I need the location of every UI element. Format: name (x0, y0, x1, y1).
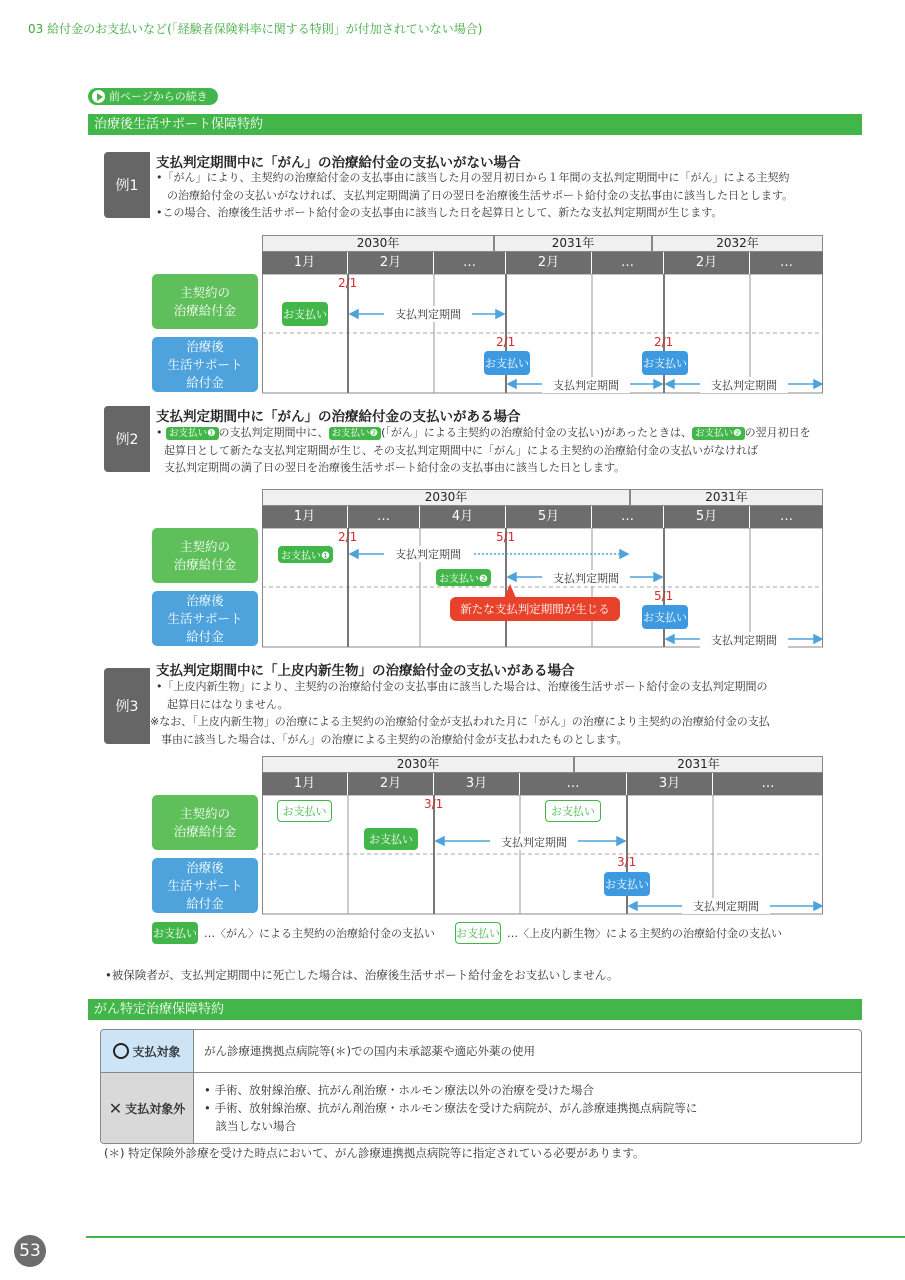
year-cell: 2030年 (262, 235, 494, 252)
payment-badge: お支払い (642, 351, 688, 375)
date-label: 5/1 (654, 589, 674, 603)
text-line: •「がん」により、主契約の治療給付金の支払事由に該当した月の翌月初日から１年間の支払判定期間中に「がん」による主契約 (156, 171, 790, 184)
date-label: 5/1 (496, 530, 516, 544)
continued-badge (88, 88, 218, 105)
payment-chip-2: お支払い❷ (692, 427, 745, 440)
section-title-cancer-treatment-rider: がん特定治療保障特約 (88, 999, 862, 1020)
play-icon (92, 90, 105, 103)
timeline-grid (262, 795, 824, 915)
date-label: 2/1 (338, 276, 358, 290)
row-label-main: 主契約の 治療給付金 (152, 274, 258, 329)
example-2-text (156, 424, 861, 477)
cross-icon: ✕ (108, 1098, 123, 1118)
text-line: ※なお、「上皮内新生物」の治療による主契約の治療給付金が支払われた月に「がん」の治療により主契約の治療給付金の支払 (150, 715, 770, 728)
payment-badge: お支払い (484, 351, 530, 375)
footer-line (86, 1236, 905, 1238)
month-cell: 5月 (664, 506, 750, 528)
example-3-text (156, 678, 861, 713)
month-cell: 1月 (262, 773, 348, 795)
text-line: 該当しない場合 (204, 1119, 296, 1133)
month-cell: … (592, 252, 664, 274)
text-line: 起算日として新たな支払判定期間が生じ、その支払判定期間中に「がん」による主契約の治療給付金の支払いがなければ (164, 443, 758, 457)
example-1-title: 支払判定期間中に「がん」の治療給付金の支払いがない場合 (156, 155, 521, 171)
text-line: •「上皮内新生物」により、主契約の治療給付金の支払事由に該当した場合は、治療後生活サポート給付金の支払判定期間の (156, 680, 768, 693)
row-label-main: 主契約の 治療給付金 (152, 795, 258, 850)
callout-pointer (500, 584, 520, 598)
death-note: •被保険者が、支払判定期間中に死亡した場合は、治療後生活サポート給付金をお支払いしません。 (105, 968, 619, 982)
period-label: 支払判定期間 (542, 377, 630, 393)
legend-text-intraepithelial: …〈上皮内新生物〉による主契約の治療給付金の支払い (507, 927, 782, 940)
legend-swatch-intraepithelial: お支払い (455, 922, 501, 944)
legend (152, 922, 782, 944)
example-2-tab: 例2 (104, 406, 150, 472)
continued-label: 前ページからの続き (109, 90, 208, 103)
row-label-support: 治療後 生活サポート 給付金 (152, 858, 258, 913)
date-label: 2/1 (496, 335, 516, 349)
footnote: (＊) 特定保険外診療を受けた時点において、がん診療連携拠点病院等に指定されている必要があります。 (104, 1146, 645, 1160)
period-label: 支払判定期間 (384, 306, 472, 322)
text-line: の治療給付金の支払いがなければ、支払判定期間満了日の翌日を治療後生活サポート給付金の支払事由に該当した日とします。 (156, 188, 794, 202)
example-3-title: 支払判定期間中に「上皮内新生物」の治療給付金の支払いがある場合 (156, 663, 575, 679)
covered-text: がん診療連携拠点病院等(＊)での国内未承認薬や適応外薬の使用 (193, 1030, 861, 1072)
payment-badge-1: お支払い❶ (278, 546, 333, 563)
period-label: 支払判定期間 (700, 632, 788, 648)
legend-text-cancer: …〈がん〉による主契約の治療給付金の支払い (204, 927, 435, 940)
payment-chip-2: お支払い❷ (329, 427, 382, 440)
year-cell: 2032年 (652, 235, 823, 252)
legend-swatch-cancer: お支払い (152, 922, 198, 944)
month-cell: … (592, 506, 664, 528)
payment-chip-1: お支払い❶ (166, 427, 219, 440)
text-line: • 手術、放射線治療、抗がん剤治療・ホルモン療法以外の治療を受けた場合 (204, 1083, 594, 1097)
circle-icon (113, 1043, 129, 1059)
year-cell: 2031年 (630, 489, 823, 506)
period-label: 支払判定期間 (542, 570, 630, 586)
period-label: 支払判定期間 (384, 546, 472, 562)
month-cell: 3月 (434, 773, 520, 795)
running-title: 03 給付金のお支払いなど(「経験者保険料率に関する特則」が付加されていない場合) (28, 22, 483, 36)
text-line: 起算日にはなりません。 (156, 697, 289, 711)
month-cell: 2月 (348, 773, 434, 795)
year-cell: 2030年 (262, 756, 574, 773)
date-label: 2/1 (654, 335, 674, 349)
page-number: 53 (14, 1235, 46, 1267)
text-line: • 手術、放射線治療、抗がん剤治療・ホルモン療法を受けた病院が、がん診療連携拠点病院等に (204, 1101, 698, 1115)
period-label: 支払判定期間 (700, 377, 788, 393)
month-cell: 4月 (420, 506, 506, 528)
month-cell: 5月 (506, 506, 592, 528)
date-label: 2/1 (338, 530, 358, 544)
text-line: •この場合、治療後生活サポート給付金の支払事由に該当した日を起算日として、新たな支払判定期間が生じます。 (156, 206, 723, 219)
new-period-callout: 新たな支払判定期間が生じる (450, 597, 620, 621)
period-label: 支払判定期間 (490, 834, 578, 850)
coverage-table (100, 1029, 862, 1144)
date-label: 3/1 (617, 855, 637, 869)
month-cell: 1月 (262, 252, 348, 274)
timeline-grid (262, 274, 824, 394)
month-cell: … (520, 773, 627, 795)
excluded-row (101, 1073, 861, 1143)
payment-badge: お支払い (604, 872, 650, 896)
payment-badge: お支払い (364, 828, 418, 850)
payment-badge-outline: お支払い (277, 800, 332, 822)
payment-badge-2: お支払い❷ (436, 569, 491, 586)
example-3-note (150, 713, 861, 748)
section-title-support-rider: 治療後生活サポート保障特約 (88, 114, 862, 135)
date-label: 3/1 (424, 797, 444, 811)
year-cell: 2031年 (574, 756, 823, 773)
covered-row (101, 1030, 861, 1073)
month-cell: … (348, 506, 420, 528)
covered-header: 支払対象 (101, 1030, 193, 1072)
month-cell: 1月 (262, 506, 348, 528)
example-3-tab: 例3 (104, 668, 150, 744)
text-line: • お支払い❶ の支払判定期間中に、 お支払い❷ (「がん」による主契約の治療給付金の支払い)があったときは、 お支払い❷ の翌月初日を (156, 426, 811, 439)
payment-badge: お支払い (642, 605, 688, 629)
year-cell: 2030年 (262, 489, 630, 506)
payment-badge-outline: お支払い (545, 800, 601, 822)
month-cell: … (750, 252, 823, 274)
month-cell: 2月 (664, 252, 750, 274)
row-label-support: 治療後 生活サポート 給付金 (152, 337, 258, 392)
month-cell: 2月 (506, 252, 592, 274)
excluded-text (193, 1073, 861, 1143)
text-line: 事由に該当した場合は、「がん」の治療による主契約の治療給付金が支払われたものとします。 (150, 732, 628, 746)
example-1-tab: 例1 (104, 152, 150, 218)
month-cell: 3月 (627, 773, 713, 795)
excluded-header: ✕ 支払対象外 (101, 1073, 193, 1143)
row-label-main: 主契約の 治療給付金 (152, 528, 258, 583)
timeline-grid (262, 528, 824, 648)
example-1-text (156, 169, 861, 222)
example-2-title: 支払判定期間中に「がん」の治療給付金の支払いがある場合 (156, 409, 521, 425)
year-cell: 2031年 (494, 235, 652, 252)
period-label: 支払判定期間 (682, 898, 770, 914)
month-cell: … (750, 506, 823, 528)
month-cell: 2月 (348, 252, 434, 274)
month-cell: … (434, 252, 506, 274)
payment-badge: お支払い (282, 302, 328, 326)
row-label-support: 治療後 生活サポート 給付金 (152, 591, 258, 646)
text-line: 支払判定期間の満了日の翌日を治療後生活サポート給付金の支払事由に該当した日とします。 (164, 461, 626, 474)
month-cell: … (713, 773, 823, 795)
